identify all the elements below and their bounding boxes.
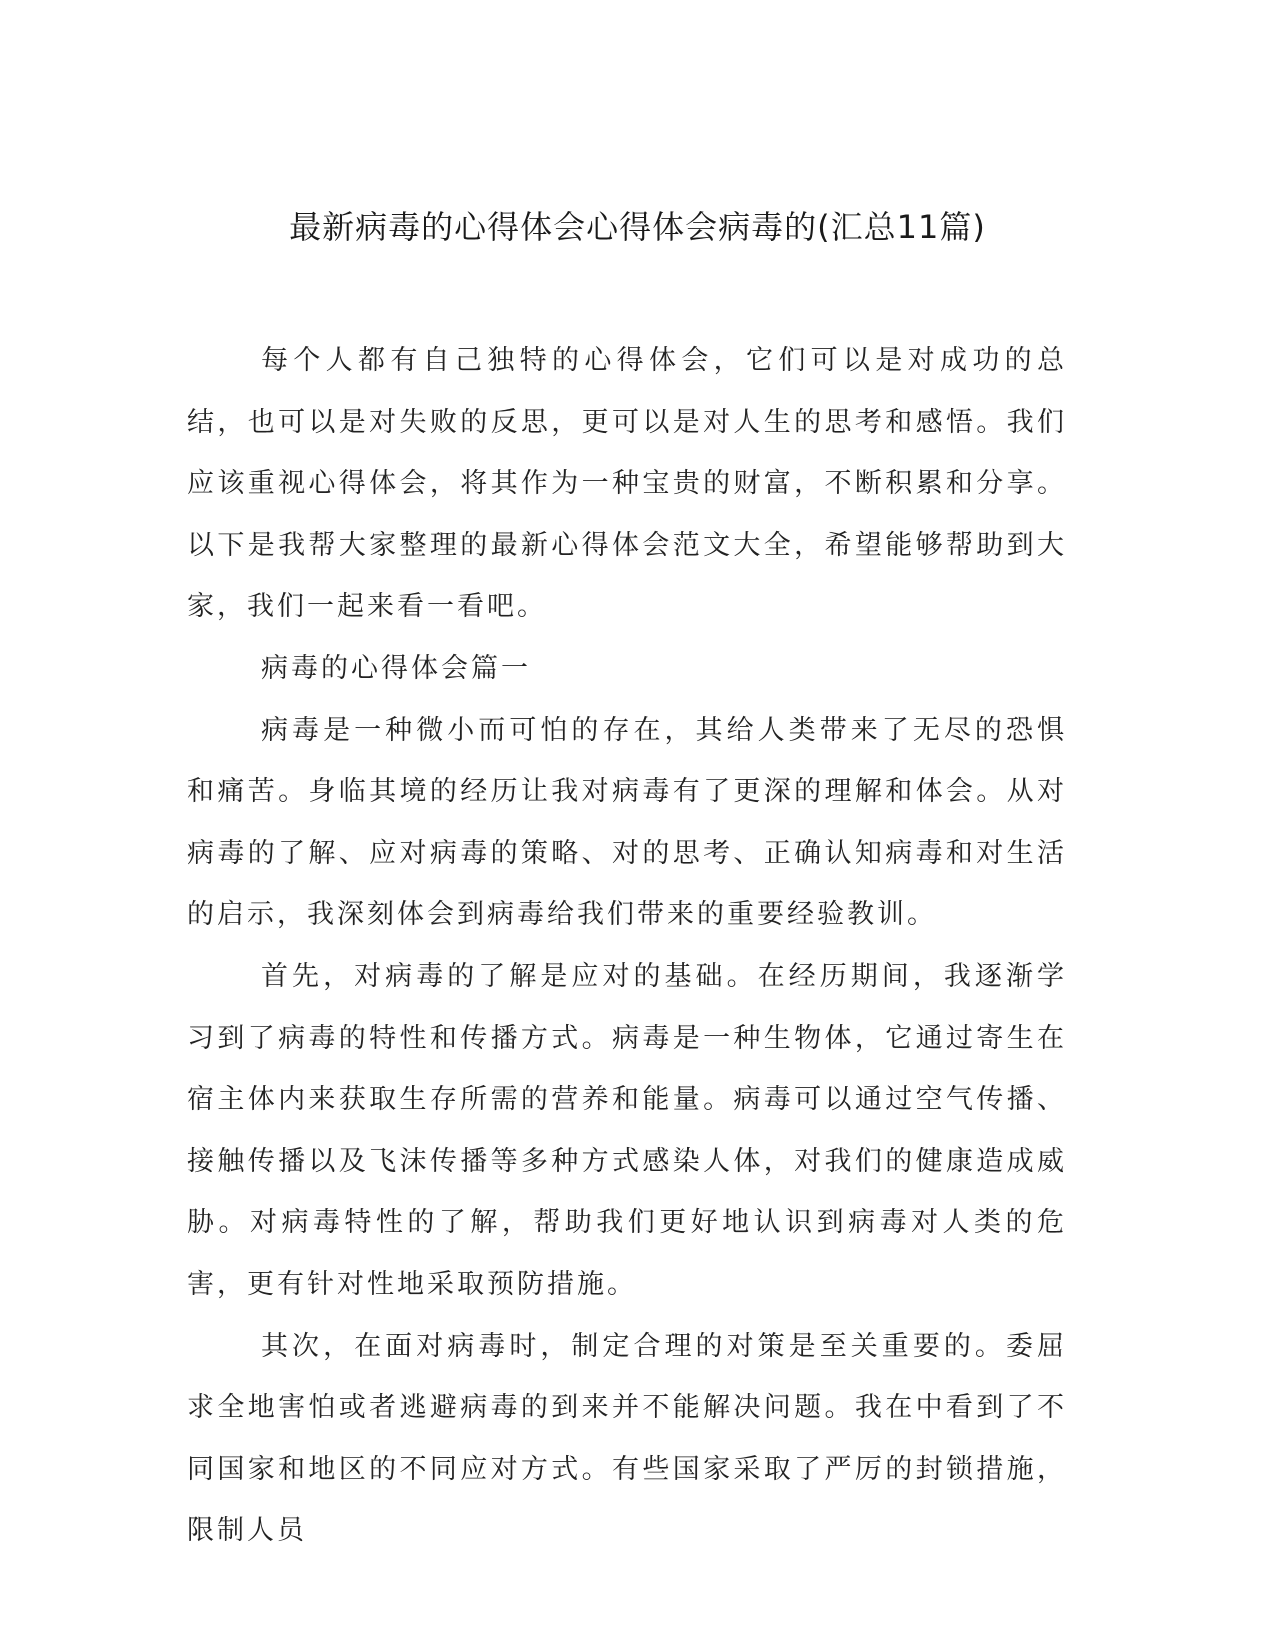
document-title: 最新病毒的心得体会心得体会病毒的(汇总11篇)	[289, 208, 986, 246]
section-heading: 病毒的心得体会篇一	[261, 652, 531, 684]
intro-paragraph: 每个人都有自己独特的心得体会，它们可以是对成功的总结，也可以是对失败的反思，更可以是对人生的思考和感悟。我们应该重视心得体会，将其作为一种宝贵的财富，不断积累和分享。以下是我帮大家整理的最新心得体会范文大全，希望能够帮助到大家，我们一起来看一看吧。	[187, 345, 1067, 623]
body-paragraph: 首先，对病毒的了解是应对的基础。在经历期间，我逐渐学习到了病毒的特性和传播方式。病毒是一种生物体，它通过寄生在宿主体内来获取生存所需的营养和能量。病毒可以通过空气传播、接触传播以及飞沫传播等多种方式感染人体，对我们的健康造成威胁。对病毒特性的了解，帮助我们更好地认识到病毒对人类的危害，更有针对性地采取预防措施。	[187, 960, 1067, 1300]
document-body	[187, 330, 1067, 1562]
body-paragraph: 其次，在面对病毒时，制定合理的对策是至关重要的。委屈求全地害怕或者逃避病毒的到来并不能解决问题。我在中看到了不同国家和地区的不同应对方式。有些国家采取了严厉的封锁措施，限制人员	[187, 1330, 1067, 1547]
body-paragraph: 病毒是一种微小而可怕的存在，其给人类带来了无尽的恐惧和痛苦。身临其境的经历让我对病毒有了更深的理解和体会。从对病毒的了解、应对病毒的策略、对的思考、正确认知病毒和对生活的启示，我深刻体会到病毒给我们带来的重要经验教训。	[187, 714, 1067, 931]
